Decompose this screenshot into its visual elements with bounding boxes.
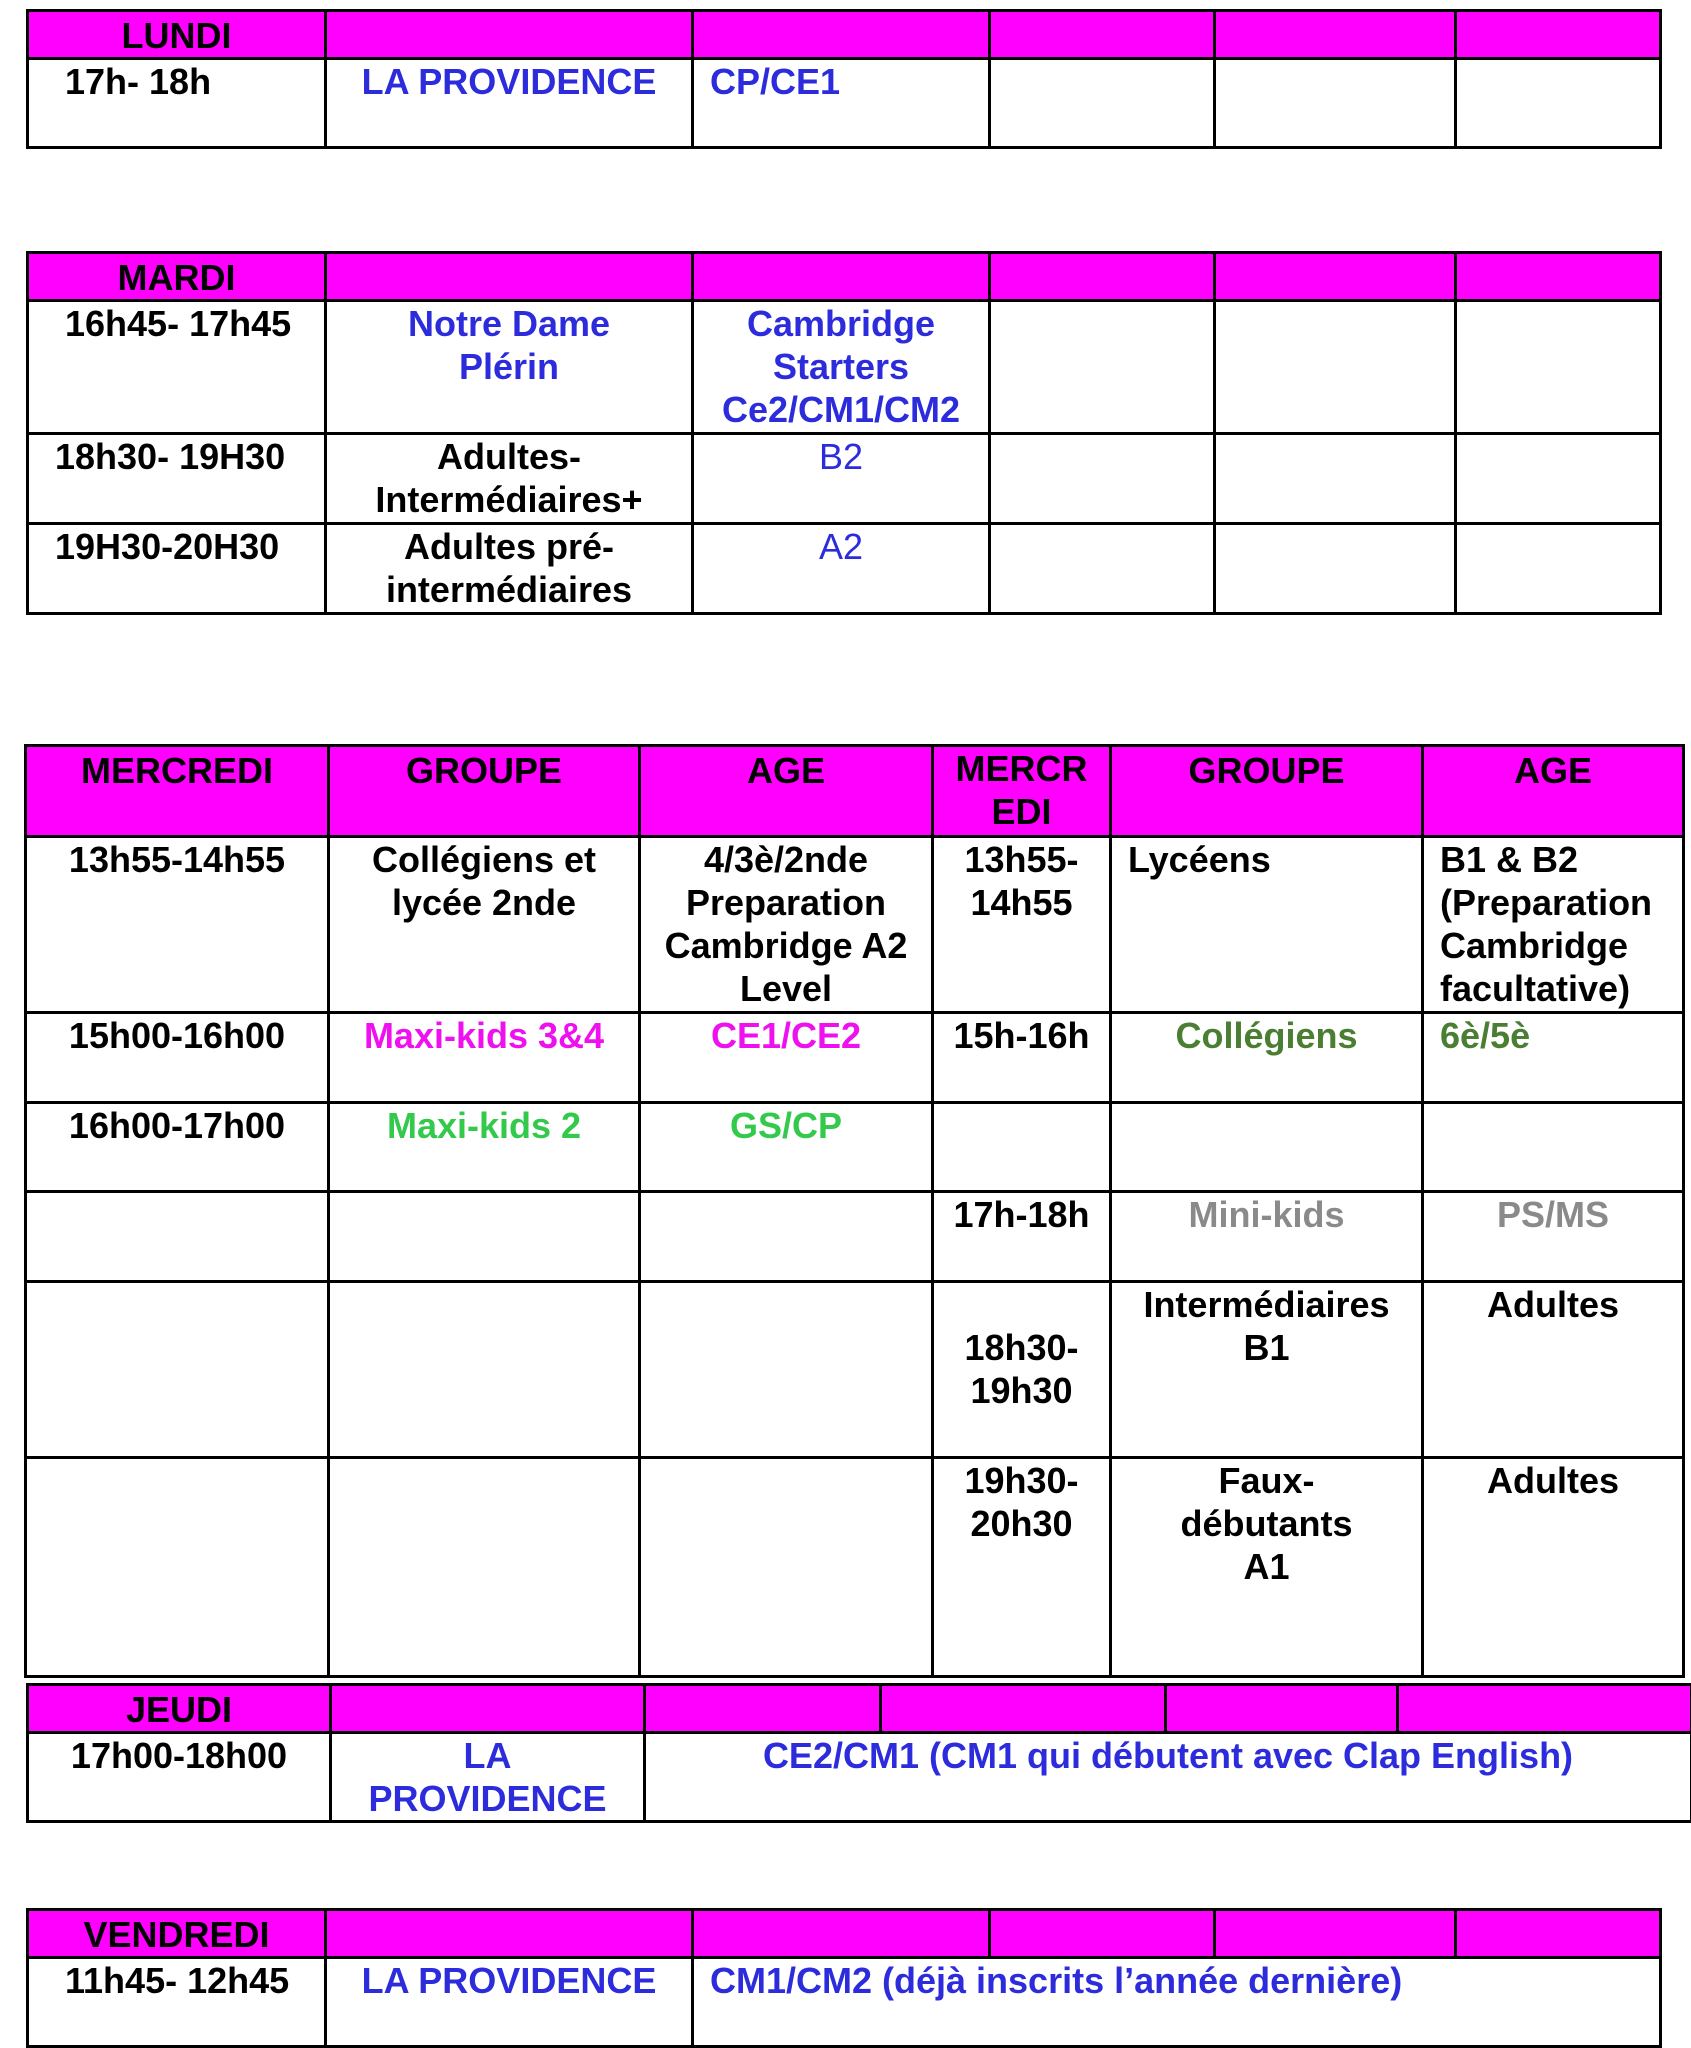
group-cell-2: Lycéens xyxy=(1111,837,1423,1013)
age-cell: 4/3è/2nde Preparation Cambridge A2 Level xyxy=(640,837,933,1013)
age-cell xyxy=(640,1192,933,1282)
lundi-table xyxy=(26,9,1662,149)
group-cell xyxy=(329,1282,640,1458)
header-age: AGE xyxy=(640,746,933,837)
group-cell: Collégiens et lycée 2nde xyxy=(329,837,640,1013)
jeudi-table xyxy=(26,1683,1691,1823)
table-row xyxy=(28,301,1661,434)
age-cell-2: Adultes xyxy=(1423,1458,1684,1677)
time-cell: 19H30-20H30 xyxy=(28,524,326,614)
age-cell-2: PS/MS xyxy=(1423,1192,1684,1282)
time-cell: 16h00-17h00 xyxy=(26,1103,329,1192)
day-header: LUNDI xyxy=(28,11,326,59)
time-cell-2: 15h-16h xyxy=(933,1013,1111,1103)
time-cell xyxy=(26,1458,329,1677)
header-time: MERCREDI xyxy=(26,746,329,837)
group-cell-2: Mini-kids xyxy=(1111,1192,1423,1282)
table-row xyxy=(26,1013,1684,1103)
table-row xyxy=(28,524,1661,614)
time-cell-2: 13h55- 14h55 xyxy=(933,837,1111,1013)
group-cell xyxy=(329,1192,640,1282)
vendredi-table xyxy=(26,1908,1662,2048)
age-cell-2 xyxy=(1423,1103,1684,1192)
table-row xyxy=(28,1733,1691,1822)
header-time-2: MERCR EDI xyxy=(933,746,1111,837)
place-cell: Adultes pré-intermédiaires xyxy=(326,524,693,614)
table-row xyxy=(26,1282,1684,1458)
mardi-table xyxy=(26,251,1662,615)
table-row xyxy=(26,1103,1684,1192)
time-cell-2 xyxy=(933,1103,1111,1192)
time-cell: 16h45- 17h45 xyxy=(28,301,326,434)
age-cell-2: B1 & B2 (Preparation Cambridge facultative) xyxy=(1423,837,1684,1013)
header-groupe: GROUPE xyxy=(329,746,640,837)
place-cell: Notre Dame Plérin xyxy=(326,301,693,434)
level-cell: A2 xyxy=(693,524,990,614)
age-cell: CE1/CE2 xyxy=(640,1013,933,1103)
group-cell: Maxi-kids 2 xyxy=(329,1103,640,1192)
time-cell: 17h- 18h xyxy=(28,59,326,148)
time-cell: 17h00-18h00 xyxy=(28,1733,331,1822)
age-cell: GS/CP xyxy=(640,1103,933,1192)
table-row xyxy=(28,434,1661,524)
time-cell xyxy=(26,1282,329,1458)
age-cell-2: 6è/5è xyxy=(1423,1013,1684,1103)
time-cell-2: 19h30- 20h30 xyxy=(933,1458,1111,1677)
time-cell xyxy=(26,1192,329,1282)
level-cell: CE2/CM1 (CM1 qui débutent avec Clap English) xyxy=(645,1733,1691,1822)
level-cell: CP/CE1 xyxy=(693,59,990,148)
table-row xyxy=(26,837,1684,1013)
day-header: MARDI xyxy=(28,253,326,301)
group-cell-2: Intermédiaires B1 xyxy=(1111,1282,1423,1458)
header-age-2: AGE xyxy=(1423,746,1684,837)
group-cell: Maxi-kids 3&4 xyxy=(329,1013,640,1103)
time-cell: 13h55-14h55 xyxy=(26,837,329,1013)
group-cell xyxy=(329,1458,640,1677)
time-cell: 15h00-16h00 xyxy=(26,1013,329,1103)
time-cell-2: 18h30- 19h30 xyxy=(933,1282,1111,1458)
time-cell: 18h30- 19H30 xyxy=(28,434,326,524)
header-groupe-2: GROUPE xyxy=(1111,746,1423,837)
age-cell-2: Adultes xyxy=(1423,1282,1684,1458)
mercredi-table xyxy=(24,744,1685,1678)
age-cell xyxy=(640,1282,933,1458)
day-header: JEUDI xyxy=(28,1685,331,1733)
group-cell-2: Collégiens xyxy=(1111,1013,1423,1103)
group-cell-2 xyxy=(1111,1103,1423,1192)
level-cell: CM1/CM2 (déjà inscrits l’année dernière) xyxy=(693,1958,1661,2047)
place-cell: Adultes- Intermédiaires+ xyxy=(326,434,693,524)
day-header: VENDREDI xyxy=(28,1910,326,1958)
time-cell: 11h45- 12h45 xyxy=(28,1958,326,2047)
place-cell: LA PROVIDENCE xyxy=(331,1733,645,1822)
group-cell-2: Faux- débutants A1 xyxy=(1111,1458,1423,1677)
level-cell: Cambridge Starters Ce2/CM1/CM2 xyxy=(693,301,990,434)
table-row xyxy=(26,1192,1684,1282)
place-cell: LA PROVIDENCE xyxy=(326,1958,693,2047)
place-cell: LA PROVIDENCE xyxy=(326,59,693,148)
table-row xyxy=(28,59,1661,148)
table-row xyxy=(26,1458,1684,1677)
time-cell-2: 17h-18h xyxy=(933,1192,1111,1282)
age-cell xyxy=(640,1458,933,1677)
level-cell: B2 xyxy=(693,434,990,524)
table-row xyxy=(28,1958,1661,2047)
